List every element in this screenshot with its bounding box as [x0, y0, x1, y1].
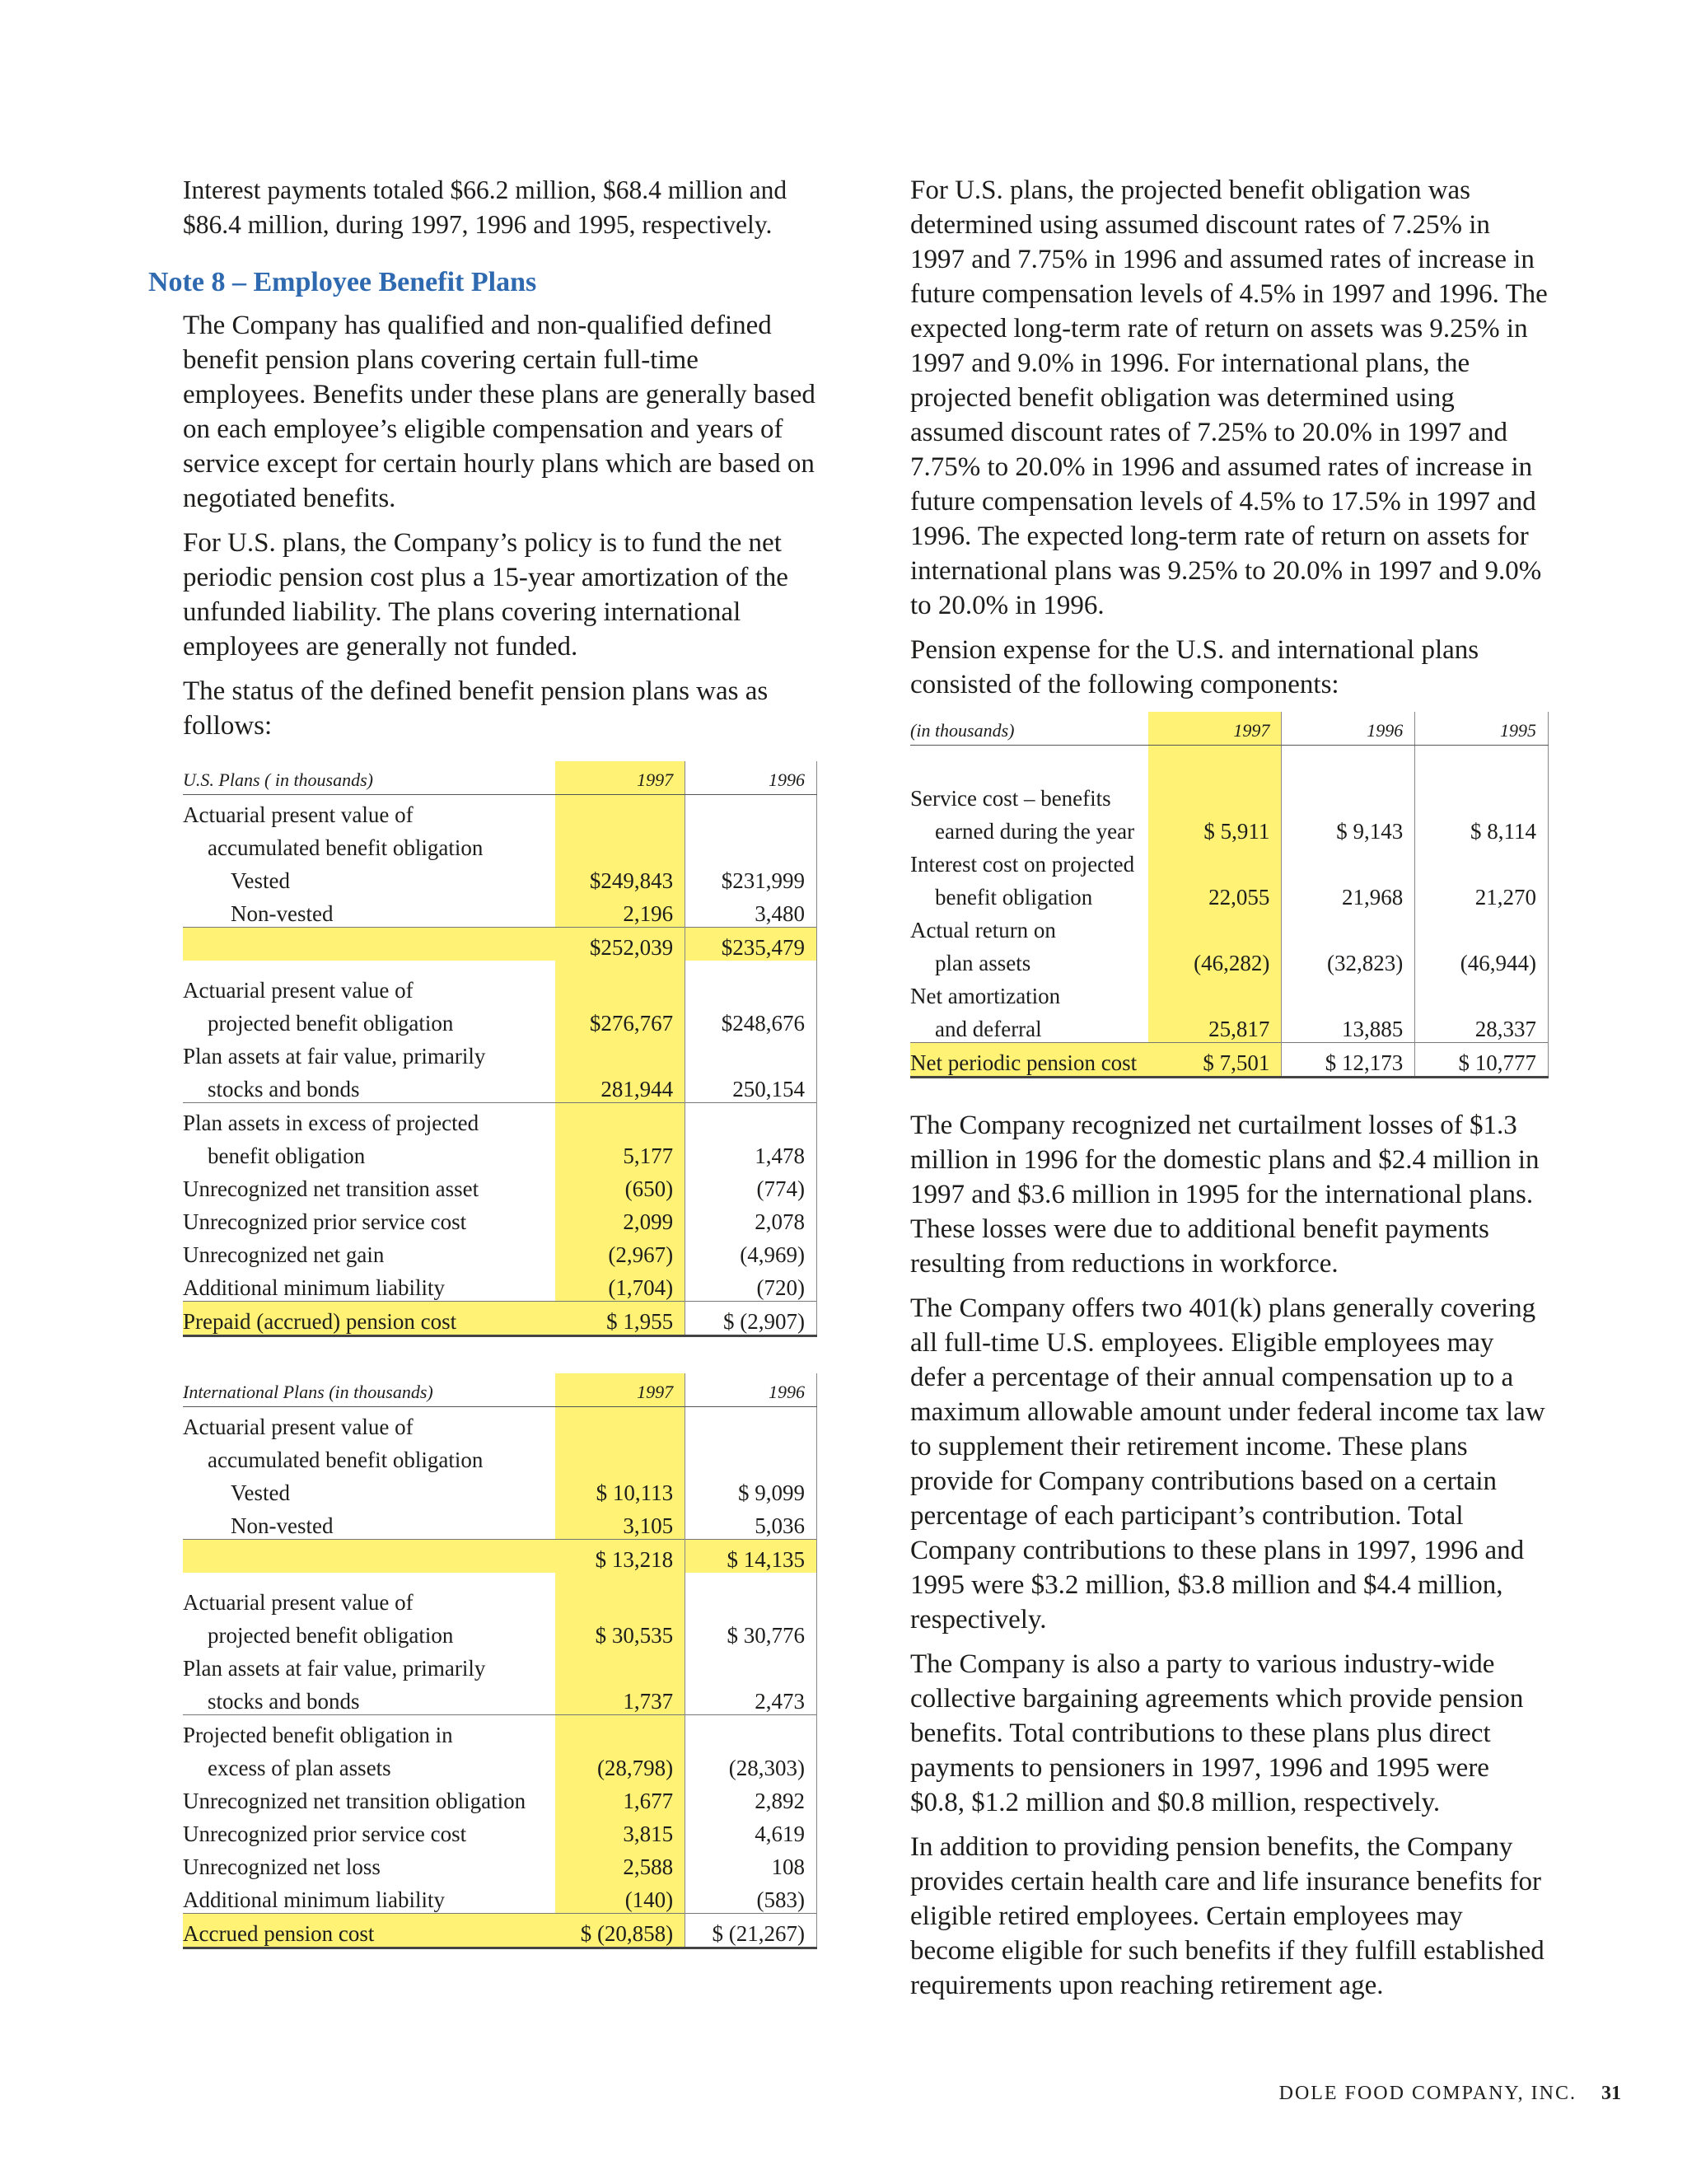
cell-value: $ 30,776 [685, 1616, 817, 1649]
cell-value [555, 1036, 685, 1069]
cell-value [685, 1649, 817, 1681]
intl-plans-table-wrap [183, 1373, 817, 1949]
cell-value: $ 10,777 [1415, 1043, 1549, 1078]
cell-value: (28,303) [685, 1748, 817, 1781]
row-label: Net periodic pension cost [910, 1043, 1148, 1078]
table-row [183, 1681, 817, 1715]
row-label: Plan assets in excess of projected [183, 1103, 555, 1137]
cell-value: 2,588 [555, 1847, 685, 1880]
cell-value: $ 7,501 [1148, 1043, 1282, 1078]
table-header-row [910, 712, 1549, 746]
cell-value: 281,944 [555, 1069, 685, 1103]
table-row [183, 1583, 817, 1616]
table-row [183, 1847, 817, 1880]
row-label: Actuarial present value of [183, 1590, 414, 1615]
cell-value [685, 1103, 817, 1137]
row-label: excess of plan assets [208, 1756, 391, 1780]
row-label: Service cost – benefits [910, 786, 1111, 811]
row-label: Non-vested [231, 1513, 334, 1538]
table-row [183, 1440, 817, 1473]
us-plans-table-wrap [183, 761, 817, 1337]
cell-value [1282, 910, 1415, 943]
row-label: Non-vested [231, 901, 334, 926]
table-row [183, 1715, 817, 1749]
cell-value: $ 30,535 [555, 1616, 685, 1649]
cell-value [1415, 976, 1549, 1009]
paragraph: In addition to providing pension benefits, the Company provides certain health care and life insurance benefits for eligible retired employees. Certain employees may become eligible for such benefits if they fulfill established requirements upon reaching retirement age. [910, 1832, 1544, 2000]
cell-value: $ 10,113 [555, 1473, 685, 1506]
paragraph: The Company has qualified and non-qualified defined benefit pension plans covering certain full-time employees. Benefits under these plans are generally based on each employee’s eligible compensation and years of service except for certain hourly plans which are based on negotiated benefits. [183, 311, 815, 513]
row-label: projected benefit obligation [208, 1623, 454, 1648]
cell-value [555, 1649, 685, 1681]
cell-value [685, 828, 817, 861]
cell-value: $276,767 [555, 1003, 685, 1036]
cell-value: (2,967) [555, 1235, 685, 1268]
cell-value [555, 1583, 685, 1616]
row-label: Unrecognized net loss [183, 1854, 381, 1879]
row-label: plan assets [935, 951, 1031, 975]
table-row [183, 795, 817, 829]
table-header: 1996 [685, 1373, 817, 1407]
table-row [183, 1036, 817, 1069]
table-row [183, 1202, 817, 1235]
cell-value: $ (20,858) [555, 1914, 685, 1948]
table-header: International Plans (in thousands) [183, 1373, 555, 1407]
cell-value [1148, 976, 1282, 1009]
cell-value: (140) [555, 1880, 685, 1914]
table-header-row [183, 761, 817, 795]
table-row [183, 1781, 817, 1814]
row-label: benefit obligation [935, 885, 1093, 910]
cell-value: 2,473 [685, 1681, 817, 1715]
row-label: Projected benefit obligation in [183, 1715, 555, 1749]
cell-value [685, 970, 817, 1003]
row-label: Unrecognized net gain [183, 1242, 385, 1267]
table-row [183, 894, 817, 928]
cell-value: 1,478 [685, 1136, 817, 1169]
cell-value [685, 1440, 817, 1473]
table-row [183, 1407, 817, 1441]
table-header: 1995 [1415, 712, 1549, 746]
note-heading: Note 8 – Employee Benefit Plans [148, 267, 537, 297]
cell-value: 250,154 [685, 1069, 817, 1103]
cell-value: 2,196 [555, 894, 685, 928]
cell-value: 3,815 [555, 1814, 685, 1847]
cell-value: 1,737 [555, 1681, 685, 1715]
table-row [183, 1003, 817, 1036]
row-spacer [910, 746, 1549, 779]
cell-value [555, 1715, 685, 1749]
cell-value: $ 1,955 [555, 1302, 685, 1336]
row-label: stocks and bonds [208, 1077, 360, 1101]
table-row [183, 1473, 817, 1506]
left-column [148, 173, 817, 1985]
row-spacer [183, 1573, 817, 1583]
table-row [183, 1169, 817, 1202]
table-row [183, 1268, 817, 1302]
cell-value [1415, 910, 1549, 943]
cell-value [685, 1583, 817, 1616]
cell-value: $ (2,907) [685, 1302, 817, 1336]
table-row [910, 811, 1549, 844]
table-header: 1997 [555, 761, 685, 795]
cell-value: (28,798) [555, 1748, 685, 1781]
table-header: (in thousands) [910, 712, 1148, 746]
table-header: U.S. Plans ( in thousands) [183, 761, 555, 795]
cell-value [1148, 779, 1282, 811]
cell-value [1415, 844, 1549, 877]
cell-value: $ 9,099 [685, 1473, 817, 1506]
cell-value: $ 8,114 [1415, 811, 1549, 844]
cell-value: 5,177 [555, 1136, 685, 1169]
cell-value: $252,039 [555, 928, 685, 961]
table-row [183, 1649, 817, 1681]
cell-value: 1,677 [555, 1781, 685, 1814]
row-label: Unrecognized net transition obligation [183, 1789, 526, 1813]
cell-value: 2,099 [555, 1202, 685, 1235]
cell-value: (32,823) [1282, 943, 1415, 976]
row-label: Vested [231, 1480, 290, 1505]
cell-value: (46,944) [1415, 943, 1549, 976]
row-label: and deferral [935, 1017, 1042, 1041]
row-label: stocks and bonds [208, 1689, 360, 1714]
row-label: Actuarial present value of [183, 1415, 414, 1439]
cell-value: 13,885 [1282, 1009, 1415, 1043]
row-label: Accrued pension cost [183, 1914, 555, 1948]
right-column [910, 173, 1549, 2013]
row-spacer [183, 961, 817, 970]
table-header-row [183, 1373, 817, 1407]
cell-value: 5,036 [685, 1506, 817, 1540]
cell-value: (1,704) [555, 1268, 685, 1302]
cell-value [555, 1440, 685, 1473]
cell-value: (583) [685, 1880, 817, 1914]
paragraph: The Company is also a party to various industry-wide collective bargaining agreements which provide pension benefits. Total contributions to these plans plus direct payments to pensioners in 1997, 1996 and 1995 were $0.8, $1.2 million and $0.8 million, respectively. [910, 1649, 1524, 1817]
table-row [183, 1069, 817, 1103]
cell-value: (650) [555, 1169, 685, 1202]
table-header: 1996 [685, 761, 817, 795]
row-label: Plan assets at fair value, primarily [183, 1656, 486, 1681]
table-header: 1996 [1282, 712, 1415, 746]
table-row [910, 976, 1549, 1009]
cell-value [1148, 844, 1282, 877]
table-row [910, 779, 1549, 811]
cell-value: 3,480 [685, 894, 817, 928]
cell-value [1415, 779, 1549, 811]
company-name: DOLE FOOD COMPANY, INC. [1278, 2083, 1577, 2104]
paragraph: For U.S. plans, the projected benefit obligation was determined using assumed discount rates of 7.25% in 1997 and 7.75% in 1996 and assumed rates of increase in future compensation levels of 4.5% in 1997 and 1996. The expected long-term rate of return on assets was 9.25% in 1997 and 9.0% in 1996. For international plans, the projected benefit obligation was determined using assumed discount rates of 7.25% to 20.0% in 1997 and 7.75% to 20.0% in 1996 and assumed rates of increase in future compensation levels of 4.5% to 17.5% in 1997 and 1996. The expected long-term rate of return on assets for international plans was 9.25% to 20.0% in 1997 and 9.0% to 20.0% in 1996. [910, 175, 1548, 620]
cell-value: 25,817 [1148, 1009, 1282, 1043]
table-row [183, 1914, 817, 1948]
table-row [910, 910, 1549, 943]
paragraph: For U.S. plans, the Company’s policy is to fund the net periodic pension cost plus a 15-year amortization of the unfunded liability. The plans covering international employees are generally not funded. [183, 528, 788, 662]
table-row [183, 1616, 817, 1649]
table-header: 1997 [555, 1373, 685, 1407]
cell-value [685, 1715, 817, 1749]
cell-value [685, 1407, 817, 1441]
table-row [183, 1136, 817, 1169]
cell-value [555, 828, 685, 861]
cell-value [685, 1036, 817, 1069]
table-header: 1997 [1148, 712, 1282, 746]
table-row [183, 1540, 817, 1574]
paragraph: The Company recognized net curtailment losses of $1.3 million in 1996 for the domestic plans and $2.4 million in 1997 and $3.6 million in 1995 for the international plans. These losses were due to additional benefit payments resulting from reductions in workforce. [910, 1111, 1540, 1279]
cell-value [555, 795, 685, 829]
row-label: Actuarial present value of [183, 978, 414, 1003]
table-row [183, 1748, 817, 1781]
row-label: Unrecognized net transition asset [183, 1176, 479, 1201]
cell-value: $248,676 [685, 1003, 817, 1036]
cell-value: 4,619 [685, 1814, 817, 1847]
row-label: Net amortization [910, 984, 1061, 1008]
cell-value: (774) [685, 1169, 817, 1202]
cell-value: 108 [685, 1847, 817, 1880]
table-row [910, 844, 1549, 877]
cell-value [1282, 976, 1415, 1009]
pension-expense-table [910, 712, 1549, 1078]
cell-value [555, 970, 685, 1003]
cell-value [1282, 779, 1415, 811]
cell-value [555, 1407, 685, 1441]
row-label: Additional minimum liability [183, 1887, 445, 1912]
cell-value [685, 795, 817, 829]
row-label: Interest cost on projected [910, 852, 1135, 877]
cell-value: $ 13,218 [555, 1540, 685, 1574]
table-row [910, 1009, 1549, 1043]
cell-value: (46,282) [1148, 943, 1282, 976]
row-label: Actuarial present value of [183, 802, 414, 827]
cell-value: 3,105 [555, 1506, 685, 1540]
table-row [183, 928, 817, 961]
row-label: earned during the year [935, 819, 1135, 844]
us-plans-table [183, 761, 817, 1337]
cell-value: $ 9,143 [1282, 811, 1415, 844]
table-row [183, 861, 817, 894]
interest-paragraph: Interest payments totaled $66.2 million, $68.4 million and $86.4 million, during 1997, 1996 and 1995, respectively. [183, 175, 787, 239]
international-plans-table [183, 1373, 817, 1949]
row-label: Actual return on [910, 918, 1056, 942]
cell-value: $249,843 [555, 861, 685, 894]
cell-value: $235,479 [685, 928, 817, 961]
cell-value: 22,055 [1148, 877, 1282, 910]
row-label: Unrecognized prior service cost [183, 1822, 467, 1846]
page-footer [1279, 2083, 1621, 2105]
cell-value: 2,078 [685, 1202, 817, 1235]
table-row [183, 1302, 817, 1336]
cell-value: 21,270 [1415, 877, 1549, 910]
cell-value: (4,969) [685, 1235, 817, 1268]
paragraph: The status of the defined benefit pension plans was as follows: [183, 676, 769, 741]
row-label [183, 928, 555, 961]
table-row [183, 1235, 817, 1268]
cell-value: (720) [685, 1268, 817, 1302]
table-row [183, 1814, 817, 1847]
cell-value: 28,337 [1415, 1009, 1549, 1043]
table-row [183, 1506, 817, 1540]
table-row [183, 828, 817, 861]
row-label: Plan assets at fair value, primarily [183, 1044, 486, 1069]
row-label: Additional minimum liability [183, 1275, 445, 1300]
cell-value: 21,968 [1282, 877, 1415, 910]
page-number: 31 [1601, 2083, 1621, 2104]
cell-value: $ 14,135 [685, 1540, 817, 1574]
cell-value: $231,999 [685, 861, 817, 894]
row-label: Prepaid (accrued) pension cost [183, 1302, 555, 1336]
row-label: projected benefit obligation [208, 1011, 454, 1036]
cell-value [1282, 844, 1415, 877]
row-label: Unrecognized prior service cost [183, 1209, 467, 1234]
table-row [183, 1103, 817, 1137]
cell-value: 2,892 [685, 1781, 817, 1814]
table-row [910, 877, 1549, 910]
row-label: Vested [231, 868, 290, 893]
paragraph: The Company offers two 401(k) plans generally covering all full-time U.S. employees. Eligible employees may defer a percentage of their annual compensation up to a maximum allowable amount under federal income tax law to supplement their retirement income. These plans provide for Company contributions based on a certain percentage of each participant’s contribution. Total Company contributions to these plans in 1997, 1996 and 1995 were $3.2 million, $3.8 million and $4.4 million, respectively. [910, 1293, 1545, 1634]
cell-value [1148, 910, 1282, 943]
cell-value: $ 12,173 [1282, 1043, 1415, 1078]
row-label: accumulated benefit obligation [208, 1447, 484, 1472]
row-label: benefit obligation [208, 1143, 366, 1168]
table-row [910, 1043, 1549, 1078]
table-row [183, 970, 817, 1003]
row-label [183, 1540, 555, 1574]
cell-value [555, 1103, 685, 1137]
table-row [910, 943, 1549, 976]
row-label: accumulated benefit obligation [208, 835, 484, 860]
cell-value: $ 5,911 [1148, 811, 1282, 844]
table-row [183, 1880, 817, 1914]
cell-value: $ (21,267) [685, 1914, 817, 1948]
paragraph: Pension expense for the U.S. and international plans consisted of the following components: [910, 635, 1479, 699]
